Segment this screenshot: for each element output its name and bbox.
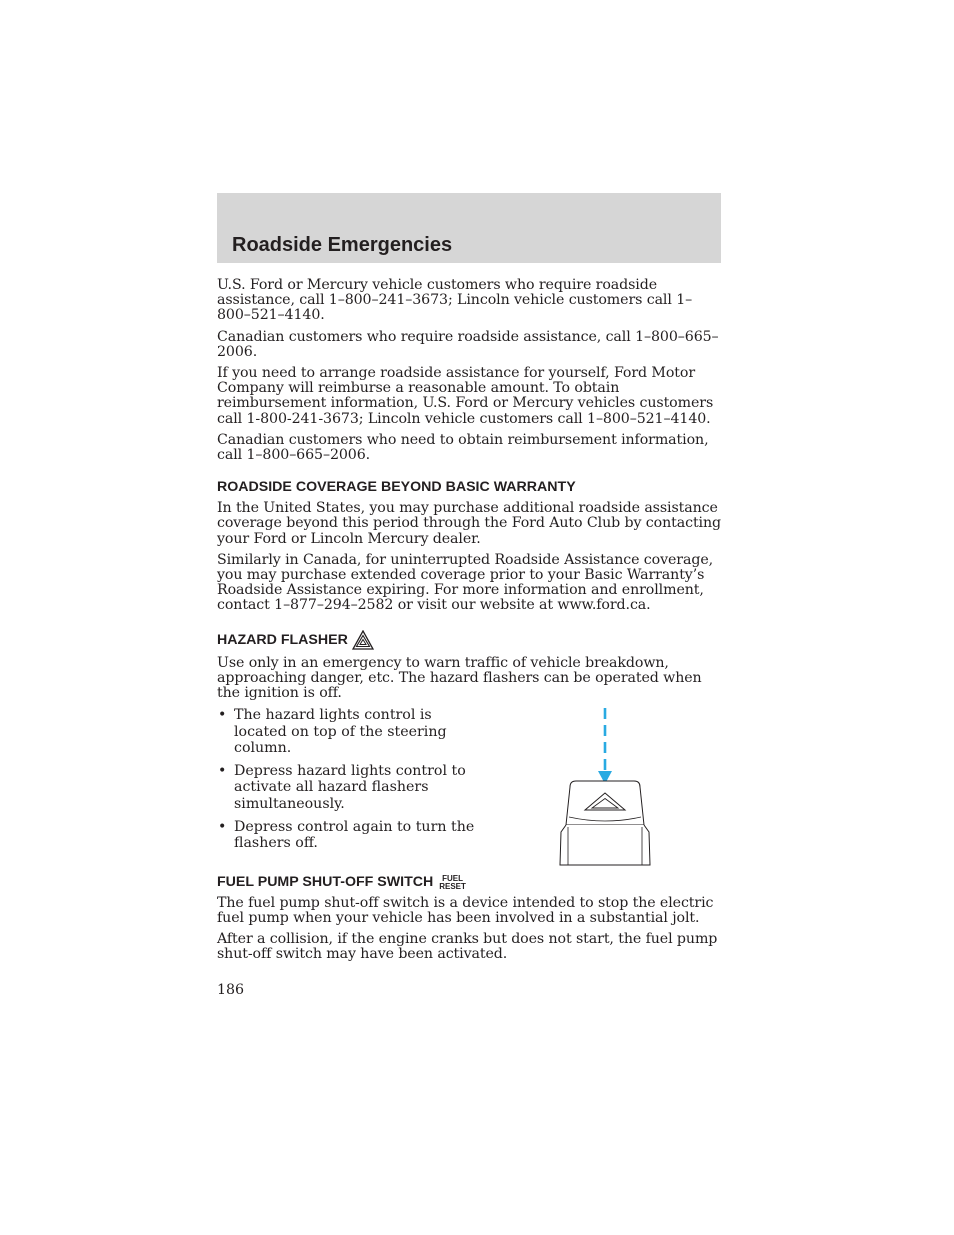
- hazard-bullets-section: [217, 707, 723, 851]
- coverage-heading: [217, 479, 723, 495]
- section-header-band: [217, 193, 721, 263]
- page-number: 186: [217, 982, 245, 998]
- intro-paragraph: Canadian customers who need to obtain reimbursement information, call 1–800–665–2006.: [217, 431, 709, 464]
- list-item: • Depress hazard lights control to activate all hazard flashers simultaneously.: [217, 763, 477, 812]
- hazard-triangle-icon: [352, 630, 374, 650]
- hazard-heading: [217, 630, 723, 650]
- hazard-paragraph: Use only in an emergency to warn traffic of vehicle breakdown, approaching danger, etc. The hazard flashers can be operated when the ignition is off.: [217, 654, 702, 702]
- page-title: Roadside Emergencies: [232, 234, 453, 256]
- fuel-reset-icon-line2: RESET: [439, 881, 466, 891]
- hazard-bullet-list: [217, 707, 477, 851]
- coverage-paragraph: Similarly in Canada, for uninterrupted Roadside Assistance coverage, you may purchase extended coverage prior to your Basic Warranty’s Roadside Assistance expiring. For more information and enrollment, contact 1–877–294–2582 or visit our website at www.ford.ca.: [217, 551, 714, 614]
- list-item: • Depress control again to turn the flashers off.: [217, 819, 477, 852]
- fuel-reset-icon: [439, 875, 466, 891]
- fuel-pump-paragraph: After a collision, if the engine cranks but does not start, the fuel pump shut-off switch may have been activated.: [217, 931, 718, 963]
- intro-paragraph: U.S. Ford or Mercury vehicle customers who require roadside assistance, call 1–800–241–3673; Lincoln vehicle customers call 1–800–521–4140.: [217, 277, 693, 324]
- page-content: [217, 278, 723, 968]
- fuel-reset-icon-line1: FUEL: [442, 873, 464, 883]
- fuel-pump-heading-text: FUEL PUMP SHUT-OFF SWITCH: [217, 873, 434, 890]
- fuel-pump-paragraph: The fuel pump shut-off switch is a device intended to stop the electric fuel pump when your vehicle has been involved in a substantial jolt.: [217, 894, 714, 926]
- list-item: • The hazard lights control is located on top of the steering column.: [217, 707, 477, 756]
- hazard-heading-text: HAZARD FLASHER: [217, 631, 348, 648]
- coverage-heading-text: ROADSIDE COVERAGE BEYOND BASIC WARRANTY: [217, 479, 576, 496]
- intro-paragraph: Canadian customers who require roadside assistance, call 1–800–665–2006.: [217, 328, 719, 360]
- coverage-paragraph: In the United States, you may purchase additional roadside assistance coverage beyond this period through the Ford Auto Club by contacting your Ford or Lincoln Mercury dealer.: [217, 500, 721, 547]
- intro-paragraph: If you need to arrange roadside assistance for yourself, Ford Motor Company will reimburse a reasonable amount. To obtain reimbursement information, U.S. Ford or Mercury vehicles customers call 1-800-241-3673; Lincoln vehicle customers call 1–800–521–4140.: [217, 365, 714, 427]
- hazard-switch-illustration: [557, 707, 657, 877]
